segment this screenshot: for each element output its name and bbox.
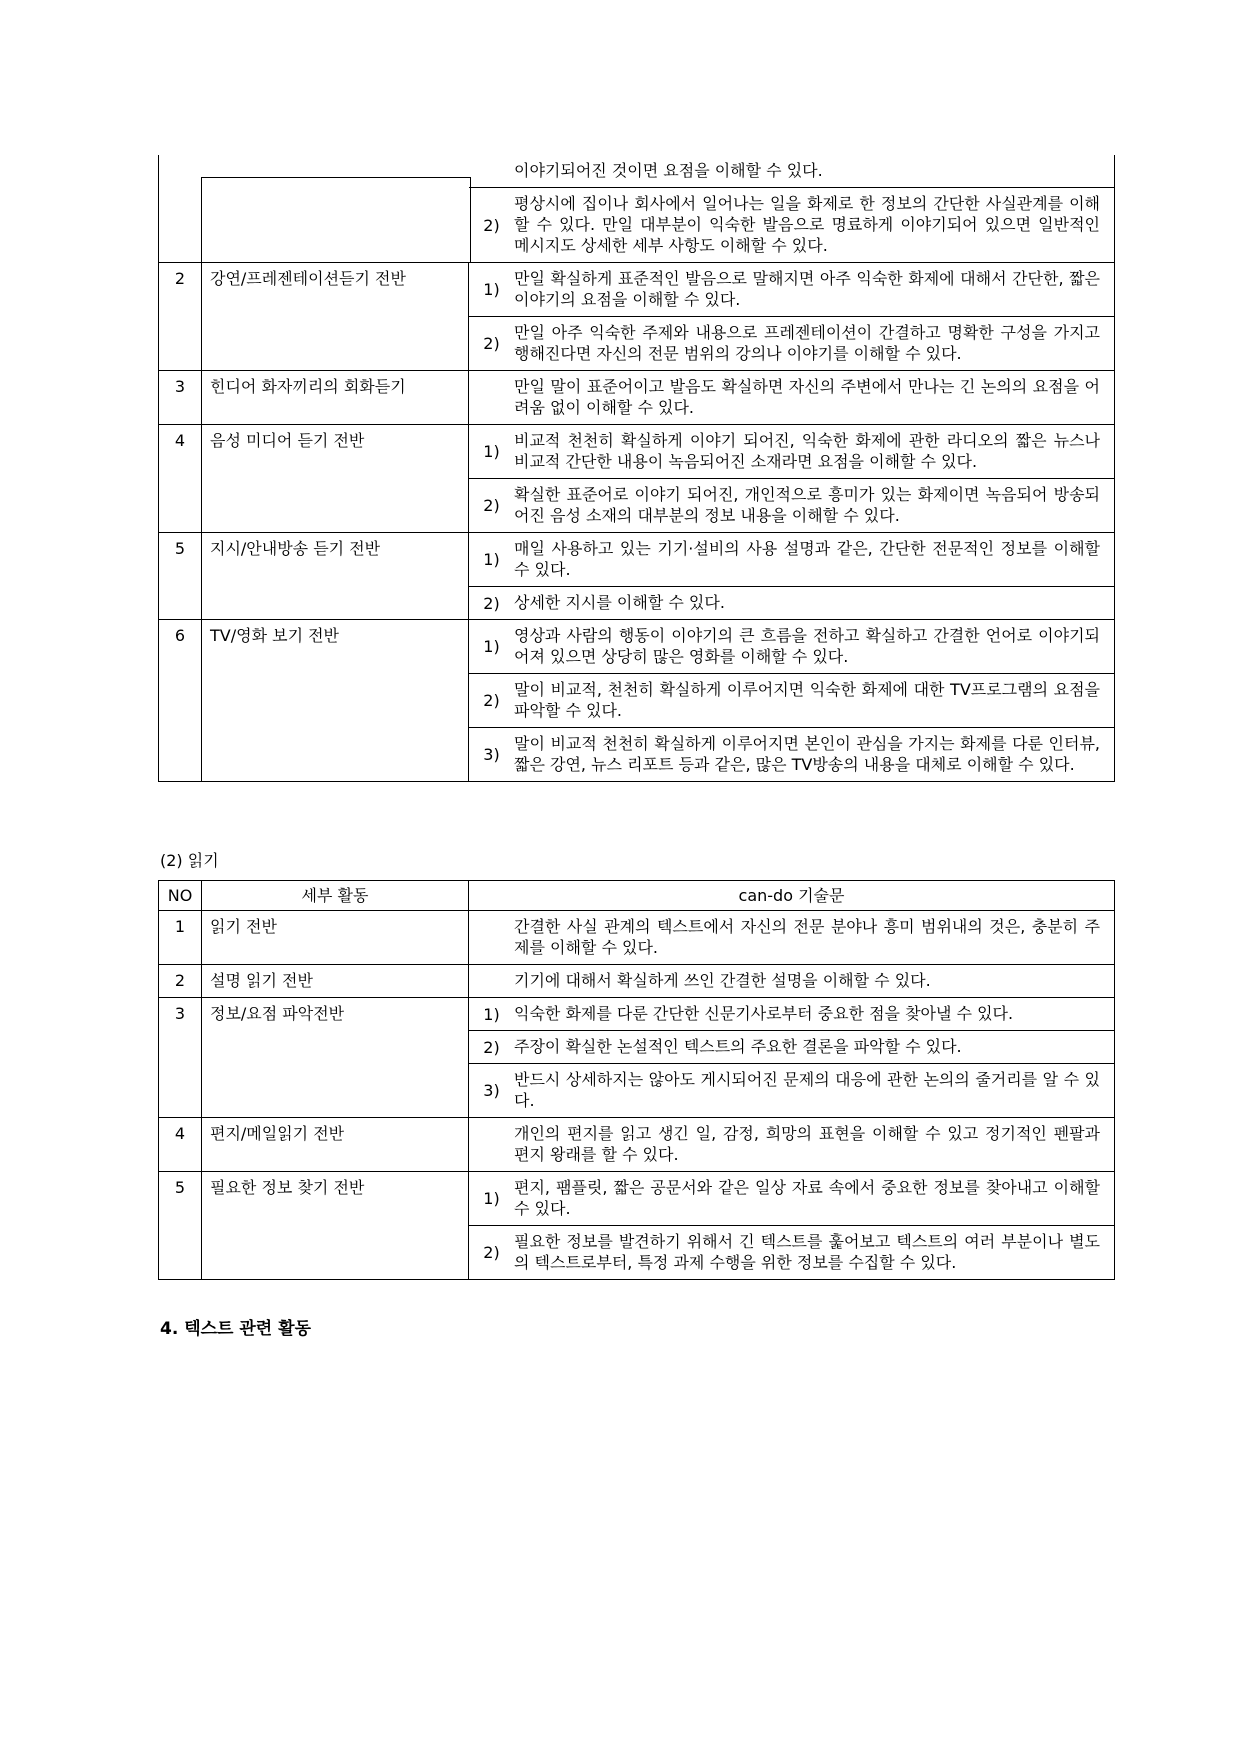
table-header-row [159,881,1114,910]
cando-item [469,1225,1114,1279]
item-text: 간결한 사실 관계의 텍스트에서 자신의 전문 분야나 흥미 범위내의 것은, 충분히 주제를 이해할 수 있다. [514,917,1100,957]
cando-item [469,478,1114,532]
row-number-cell [159,155,202,262]
next-section-heading: 4. 텍스트 관련 활동 [160,1319,311,1339]
item-number: 2) [483,334,500,353]
item-number: 1) [483,280,500,299]
cando-cell [469,965,1114,997]
cando-item [469,371,1114,424]
cando-item [469,155,1114,187]
item-number: 1) [483,637,500,656]
item-text: 영상과 사람의 행동이 이야기의 큰 흐름을 전하고 확실하고 간결한 언어로 이야기되어져 있으면 상당히 많은 영화를 이해할 수 있다. [514,626,1100,666]
table-row [159,262,1114,370]
item-number [469,155,514,187]
cando-cell [469,620,1114,781]
cando-item [469,620,1114,673]
cando-cell [469,371,1114,424]
item-number [469,1118,514,1171]
cando-item [469,911,1114,964]
activity-cell: 편지/메일읽기 전반 [202,1118,469,1171]
item-text: 필요한 정보를 발견하기 위해서 긴 텍스트를 훑어보고 텍스트의 여러 부분이나 별도의 텍스트로부터, 특정 과제 수행을 위한 정보를 수집할 수 있다. [514,1232,1100,1272]
table-row [159,1171,1114,1279]
item-number: 2) [483,215,500,235]
row-number-cell: 3 [159,371,202,424]
header-cando: can-do 기술문 [738,886,845,905]
table-row [159,155,1114,262]
item-number: 2) [483,1243,500,1262]
item-text: 상세한 지시를 이해할 수 있다. [514,593,725,612]
item-text: 말이 비교적 천천히 확실하게 이루어지면 본인이 관심을 가지는 화제를 다룬 인터뷰, 짧은 강연, 뉴스 리포트 등과 같은, 많은 TV방송의 내용을 대체로 이해할 수 있다. [514,734,1100,774]
activity-cell: 힌디어 화자끼리의 회화듣기 [202,371,469,424]
item-text: 이야기되어진 것이면 요점을 이해할 수 있다. [514,161,823,180]
item-text: 말이 비교적, 천천히 확실하게 이루어지면 익숙한 화제에 대한 TV프로그램의 요점을 파악할 수 있다. [514,680,1100,720]
table-row [159,424,1114,532]
item-text: 만일 말이 표준어이고 발음도 확실하면 자신의 주변에서 만나는 긴 논의의 요점을 어려움 없이 이해할 수 있다. [514,377,1100,417]
section-label-reading: (2) 읽기 [160,851,219,870]
item-number: 1) [483,550,500,569]
cando-item [469,1030,1114,1063]
table-row [159,1117,1114,1171]
item-number: 1) [483,442,500,461]
item-number [469,965,514,997]
item-number: 2) [483,593,500,613]
item-text: 개인의 편지를 읽고 생긴 일, 감정, 희망의 표현을 이해할 수 있고 정기적인 펜팔과 편지 왕래를 할 수 있다. [514,1124,1100,1164]
row-number-cell: 3 [159,998,202,1117]
item-text: 편지, 팸플릿, 짧은 공문서와 같은 일상 자료 속에서 중요한 정보를 찾아내고 이해할 수 있다. [514,1178,1100,1218]
cando-item [469,1172,1114,1225]
item-number: 3) [483,1081,500,1100]
activity-cell: 필요한 정보 찾기 전반 [202,1172,469,1279]
item-number: 2) [483,1037,500,1057]
row-number-cell: 2 [159,263,202,370]
item-number: 3) [483,745,500,764]
item-text: 반드시 상세하지는 않아도 게시되어진 문제의 대응에 관한 논의의 줄거리를 알 수 있다. [514,1070,1100,1110]
row-number-cell: 4 [159,425,202,532]
table-row [159,997,1114,1117]
row-number-cell: 1 [159,911,202,964]
activity-cell: 음성 미디어 듣기 전반 [202,425,469,532]
cando-cell [469,1118,1114,1171]
row-number-cell: 2 [159,965,202,997]
activity-cell: 읽기 전반 [202,911,469,964]
item-number [469,371,514,424]
row-number-cell: 5 [159,533,202,619]
activity-cell: 강연/프레젠테이션듣기 전반 [202,263,469,370]
header-no: NO [159,881,202,910]
row-number-cell: 4 [159,1118,202,1171]
cando-cell [469,1172,1114,1279]
item-number: 2) [483,496,500,515]
item-text: 기기에 대해서 확실하게 쓰인 간결한 설명을 이해할 수 있다. [514,971,931,990]
cando-item [469,533,1114,586]
activity-cell [202,155,469,262]
item-number [469,911,514,964]
cando-item [469,263,1114,316]
table-row [159,370,1114,424]
cando-cell [469,155,1114,262]
cando-item [469,1118,1114,1171]
row-number-cell: 6 [159,620,202,781]
activity-cell: 정보/요점 파악전반 [202,998,469,1117]
item-text: 익숙한 화제를 다룬 간단한 신문기사로부터 중요한 점을 찾아낼 수 있다. [514,1004,1014,1023]
table-row [159,910,1114,964]
item-text: 매일 사용하고 있는 기기·설비의 사용 설명과 같은, 간단한 전문적인 정보를 이해할 수 있다. [514,539,1100,579]
item-text: 주장이 확실한 논설적인 텍스트의 주요한 결론을 파악할 수 있다. [514,1037,962,1056]
cando-item [469,673,1114,727]
cando-item [469,965,1114,997]
cando-item [469,316,1114,370]
cando-cell [469,911,1114,964]
header-activity: 세부 활동 [202,881,469,910]
cando-item [469,425,1114,478]
listening-cando-table [158,155,1115,782]
table-row [159,964,1114,997]
item-number: 1) [483,1004,500,1024]
activity-cell: TV/영화 보기 전반 [202,620,469,781]
cando-cell [469,263,1114,370]
reading-cando-table [158,880,1115,1280]
table-row [159,532,1114,619]
cando-item [469,998,1114,1030]
item-text: 평상시에 집이나 회사에서 일어나는 일을 화제로 한 정보의 간단한 사실관계를 이해할 수 있다. 만일 대부분이 익숙한 발음으로 명료하게 이야기되어 있으면 일반적인 메시지도 상세한 세부 사항도 이해할 수 있다. [514,194,1100,255]
cando-item [469,586,1114,619]
row-number-cell: 5 [159,1172,202,1279]
cando-cell [469,425,1114,532]
item-text: 확실한 표준어로 이야기 되어진, 개인적으로 흥미가 있는 화제이면 녹음되어 방송되어진 음성 소재의 대부분의 정보 내용을 이해할 수 있다. [514,485,1100,525]
activity-cell: 설명 읽기 전반 [202,965,469,997]
table-row [159,619,1114,781]
item-number: 2) [483,691,500,710]
cando-cell [469,533,1114,619]
item-number: 1) [483,1189,500,1208]
item-text: 비교적 천천히 확실하게 이야기 되어진, 익숙한 화제에 관한 라디오의 짧은 뉴스나 비교적 간단한 내용이 녹음되어진 소재라면 요점을 이해할 수 있다. [514,431,1100,471]
cando-cell [469,998,1114,1117]
page-content [158,155,1115,1340]
activity-cell: 지시/안내방송 듣기 전반 [202,533,469,619]
item-text: 만일 아주 익숙한 주제와 내용으로 프레젠테이션이 간결하고 명확한 구성을 가지고 행해진다면 자신의 전문 범위의 강의나 이야기를 이해할 수 있다. [514,323,1100,363]
cando-item [469,727,1114,781]
cando-item [469,187,1114,262]
item-text: 만일 확실하게 표준적인 발음으로 말해지면 아주 익숙한 화제에 대해서 간단한, 짧은 이야기의 요점을 이해할 수 있다. [514,269,1100,309]
cando-item [469,1063,1114,1117]
